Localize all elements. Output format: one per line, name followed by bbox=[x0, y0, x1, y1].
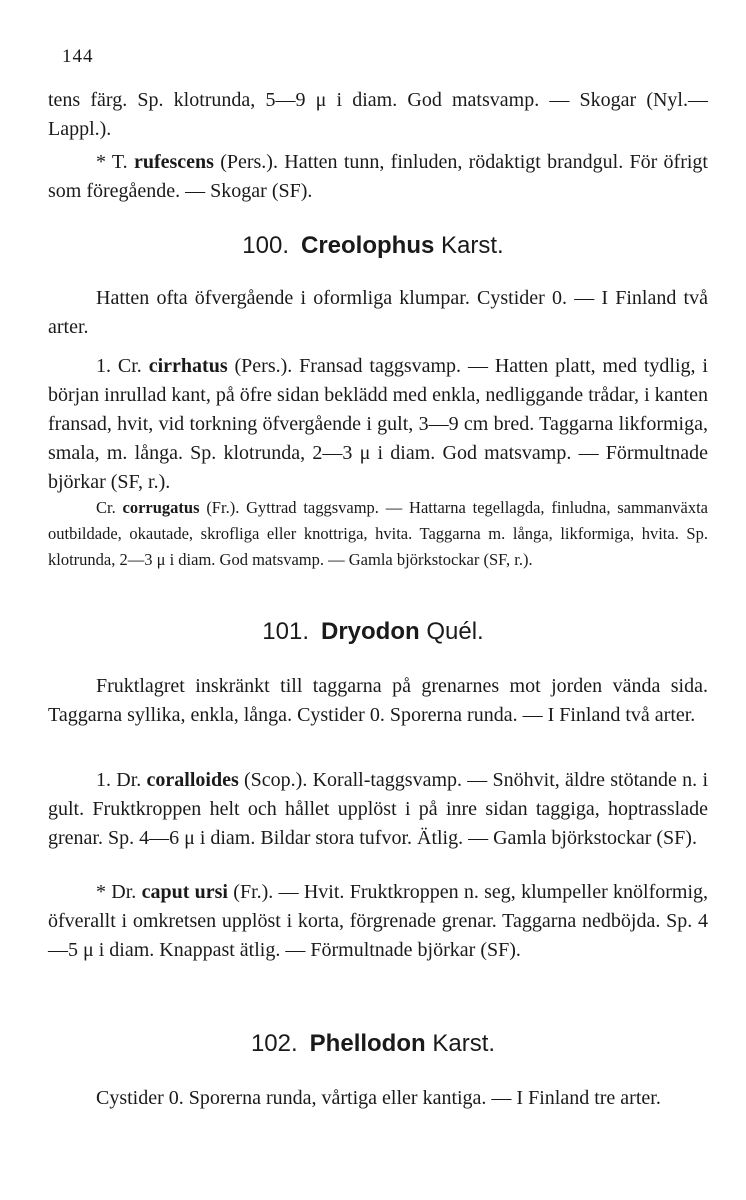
genus-name: Creolophus bbox=[301, 232, 435, 259]
genus-author: Quél. bbox=[426, 618, 484, 645]
paragraph-text: Cystider 0. Sporerna runda, vårtiga eller kantiga. — I Finland tre arter. bbox=[96, 1087, 661, 1109]
species-prefix: * T. bbox=[96, 151, 134, 173]
genus-name: Phellodon bbox=[309, 1030, 426, 1057]
species-prefix: Cr. bbox=[96, 498, 123, 517]
species-entry-rufescens bbox=[48, 148, 708, 206]
genus-heading-102 bbox=[0, 1030, 746, 1058]
page-number: 144 bbox=[62, 46, 94, 67]
species-text: (Pers.). Hatten tunn, finluden, rödaktigt brandgul. För öfrigt som föregående. — Skogar (SF). bbox=[48, 151, 708, 202]
genus-description-dryodon bbox=[48, 672, 708, 730]
species-name: cirrhatus bbox=[148, 355, 228, 377]
species-name: coralloides bbox=[146, 769, 239, 791]
genus-description-phellodon bbox=[48, 1084, 708, 1113]
paragraph-continuation bbox=[48, 86, 708, 144]
paragraph-text: Fruktlagret inskränkt till taggarna på grenarnes mot jorden vända sida. Taggarna syllika, enkla, långa. Cystider 0. Sporerna runda. — I Finland två arter. bbox=[48, 675, 708, 726]
paragraph-text: tens färg. Sp. klotrunda, 5—9 μ i diam. God matsvamp. — Skogar (Nyl.—Lappl.). bbox=[48, 89, 708, 140]
genus-heading-101 bbox=[0, 618, 746, 646]
species-name: rufescens bbox=[133, 151, 214, 173]
species-entry-cirrhatus bbox=[48, 352, 708, 497]
heading-number: 100. bbox=[242, 232, 289, 259]
genus-author: Karst. bbox=[441, 232, 504, 259]
species-prefix: 1. Cr. bbox=[96, 355, 149, 377]
species-prefix: 1. Dr. bbox=[96, 769, 147, 791]
species-entry-caput-ursi bbox=[48, 878, 708, 965]
genus-heading-100 bbox=[0, 232, 746, 260]
genus-author: Karst. bbox=[432, 1030, 496, 1057]
heading-number: 102. bbox=[250, 1030, 298, 1057]
species-text: (Fr.). Gyttrad taggsvamp. — Hattarna tegellagda, finludna, sammanväxta outbildade, okautade, skrofliga eller knottriga, hvita. Taggarna m. långa, likformiga, hvita. Sp. klotrunda, 2—3 μ i diam. God matsvamp. — Gamla björkstockar (SF, r.). bbox=[48, 498, 708, 569]
species-name: corrugatus bbox=[122, 498, 200, 517]
species-text: (Fr.). — Hvit. Fruktkroppen n. seg, klumpeller knölformig, öfverallt i omkretsen upplöst i korta, förgrenade grenar. Taggarna nedböjda. Sp. 4—5 μ i diam. Knappast ätlig. — Förmultnade björkar (SF). bbox=[48, 881, 709, 961]
species-entry-coralloides bbox=[48, 766, 708, 853]
species-text: (Scop.). Korall-taggsvamp. — Snöhvit, äldre stötande n. i gult. Fruktkroppen helt och hållet upplöst i på inre sidan taggiga, hoptrasslade grenar. Sp. 4—6 μ i diam. Bildar stora tufvor. Ätlig. — Gamla björkstockar (SF). bbox=[48, 769, 709, 849]
species-name: caput ursi bbox=[141, 881, 228, 903]
paragraph-text: Hatten ofta öfvergående i oformliga klumpar. Cystider 0. — I Finland två arter. bbox=[48, 287, 708, 338]
genus-description-creolophus bbox=[48, 284, 708, 342]
species-text: (Pers.). Fransad taggsvamp. — Hatten platt, med tydlig, i början inrullad kant, på öfre sidan beklädd med enkla, nedliggande trådar, i kanten fransad, hvit, vid torkning öfvergående i gult, 3—9 cm bred. Taggarna likformiga, smala, m. långa. Sp. klotrunda, 2—3 μ i diam. God matsvamp. — Förmultnade björkar (SF, r.). bbox=[48, 355, 708, 493]
genus-name: Dryodon bbox=[321, 618, 420, 645]
heading-number: 101. bbox=[262, 618, 309, 645]
species-entry-corrugatus bbox=[48, 495, 708, 573]
species-prefix: * Dr. bbox=[96, 881, 142, 903]
